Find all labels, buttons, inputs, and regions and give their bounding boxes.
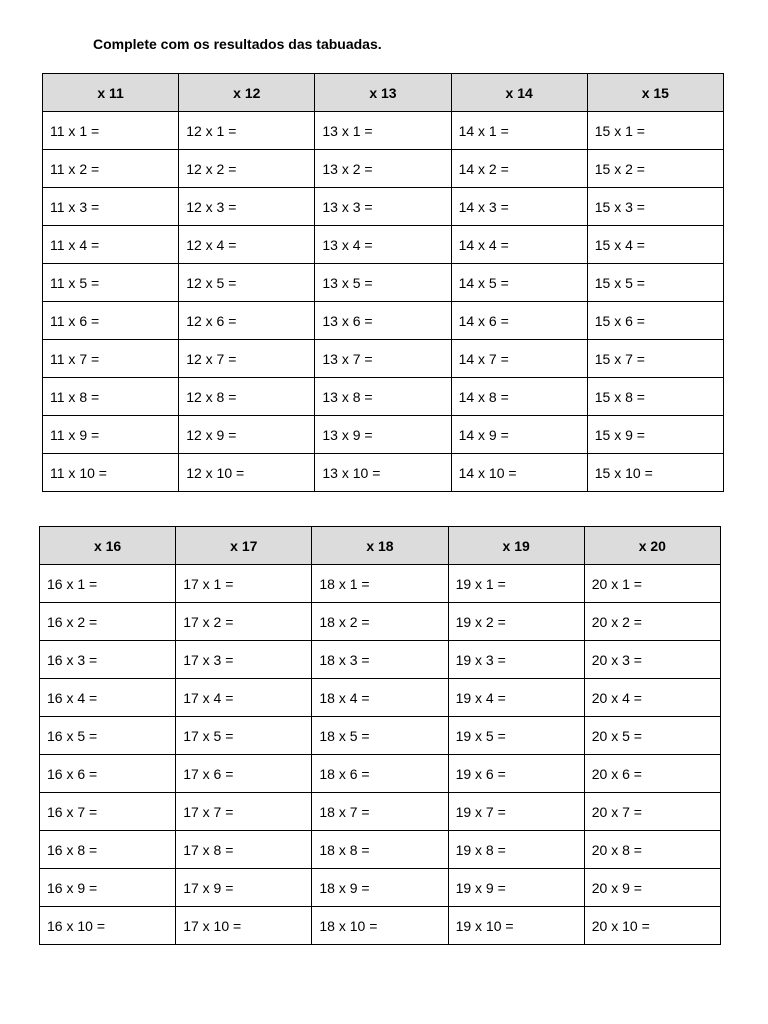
multiplication-cell[interactable]: 11 x 5 = bbox=[43, 264, 179, 302]
table-row bbox=[40, 755, 721, 793]
multiplication-cell[interactable]: 16 x 7 = bbox=[40, 793, 176, 831]
table-row bbox=[40, 603, 721, 641]
multiplication-cell[interactable]: 17 x 2 = bbox=[176, 603, 312, 641]
column-header: x 19 bbox=[448, 527, 584, 565]
multiplication-cell[interactable]: 20 x 9 = bbox=[584, 869, 720, 907]
multiplication-cell[interactable]: 19 x 2 = bbox=[448, 603, 584, 641]
multiplication-cell[interactable]: 12 x 7 = bbox=[179, 340, 315, 378]
multiplication-cell[interactable]: 16 x 1 = bbox=[40, 565, 176, 603]
multiplication-cell[interactable]: 13 x 6 = bbox=[315, 302, 451, 340]
times-table-16-20 bbox=[39, 526, 721, 945]
multiplication-cell[interactable]: 18 x 2 = bbox=[312, 603, 448, 641]
table-row bbox=[40, 831, 721, 869]
multiplication-cell[interactable]: 15 x 5 = bbox=[587, 264, 723, 302]
column-header: x 12 bbox=[179, 74, 315, 112]
multiplication-cell[interactable]: 11 x 8 = bbox=[43, 378, 179, 416]
multiplication-cell[interactable]: 11 x 10 = bbox=[43, 454, 179, 492]
table-row bbox=[43, 416, 724, 454]
table-row bbox=[43, 264, 724, 302]
table-row bbox=[43, 226, 724, 264]
multiplication-cell[interactable]: 16 x 10 = bbox=[40, 907, 176, 945]
multiplication-cell[interactable]: 14 x 1 = bbox=[451, 112, 587, 150]
column-header: x 13 bbox=[315, 74, 451, 112]
multiplication-cell[interactable]: 11 x 6 = bbox=[43, 302, 179, 340]
multiplication-cell[interactable]: 11 x 4 = bbox=[43, 226, 179, 264]
column-header: x 14 bbox=[451, 74, 587, 112]
multiplication-cell[interactable]: 14 x 2 = bbox=[451, 150, 587, 188]
table-row bbox=[40, 641, 721, 679]
multiplication-cell[interactable]: 18 x 5 = bbox=[312, 717, 448, 755]
multiplication-cell[interactable]: 16 x 5 = bbox=[40, 717, 176, 755]
multiplication-cell[interactable]: 18 x 8 = bbox=[312, 831, 448, 869]
multiplication-cell[interactable]: 19 x 4 = bbox=[448, 679, 584, 717]
multiplication-cell[interactable]: 19 x 7 = bbox=[448, 793, 584, 831]
table-row bbox=[43, 454, 724, 492]
multiplication-cell[interactable]: 16 x 6 = bbox=[40, 755, 176, 793]
multiplication-cell[interactable]: 13 x 2 = bbox=[315, 150, 451, 188]
multiplication-cell[interactable]: 14 x 9 = bbox=[451, 416, 587, 454]
multiplication-cell[interactable]: 17 x 5 = bbox=[176, 717, 312, 755]
multiplication-cell[interactable]: 13 x 3 = bbox=[315, 188, 451, 226]
multiplication-cell[interactable]: 15 x 7 = bbox=[587, 340, 723, 378]
multiplication-cell[interactable]: 18 x 7 = bbox=[312, 793, 448, 831]
multiplication-cell[interactable]: 18 x 3 = bbox=[312, 641, 448, 679]
table-row bbox=[40, 869, 721, 907]
multiplication-cell[interactable]: 17 x 4 = bbox=[176, 679, 312, 717]
multiplication-cell[interactable]: 17 x 3 = bbox=[176, 641, 312, 679]
multiplication-cell[interactable]: 12 x 1 = bbox=[179, 112, 315, 150]
multiplication-cell[interactable]: 12 x 9 = bbox=[179, 416, 315, 454]
multiplication-cell[interactable]: 19 x 5 = bbox=[448, 717, 584, 755]
table-row bbox=[43, 112, 724, 150]
multiplication-cell[interactable]: 15 x 4 = bbox=[587, 226, 723, 264]
multiplication-cell[interactable]: 19 x 1 = bbox=[448, 565, 584, 603]
multiplication-cell[interactable]: 17 x 10 = bbox=[176, 907, 312, 945]
column-header: x 15 bbox=[587, 74, 723, 112]
multiplication-cell[interactable]: 18 x 4 = bbox=[312, 679, 448, 717]
multiplication-cell[interactable]: 15 x 2 = bbox=[587, 150, 723, 188]
multiplication-cell[interactable]: 15 x 10 = bbox=[587, 454, 723, 492]
table-row bbox=[40, 565, 721, 603]
multiplication-cell[interactable]: 15 x 8 = bbox=[587, 378, 723, 416]
column-header: x 20 bbox=[584, 527, 720, 565]
multiplication-cell[interactable]: 17 x 9 = bbox=[176, 869, 312, 907]
multiplication-cell[interactable]: 18 x 10 = bbox=[312, 907, 448, 945]
multiplication-cell[interactable]: 19 x 10 = bbox=[448, 907, 584, 945]
multiplication-cell[interactable]: 11 x 3 = bbox=[43, 188, 179, 226]
multiplication-cell[interactable]: 12 x 2 = bbox=[179, 150, 315, 188]
multiplication-cell[interactable]: 14 x 10 = bbox=[451, 454, 587, 492]
multiplication-cell[interactable]: 13 x 8 = bbox=[315, 378, 451, 416]
multiplication-cell[interactable]: 14 x 8 = bbox=[451, 378, 587, 416]
multiplication-cell[interactable]: 20 x 10 = bbox=[584, 907, 720, 945]
multiplication-cell[interactable]: 19 x 3 = bbox=[448, 641, 584, 679]
table-row bbox=[40, 907, 721, 945]
multiplication-cell[interactable]: 12 x 3 = bbox=[179, 188, 315, 226]
multiplication-cell[interactable]: 15 x 1 = bbox=[587, 112, 723, 150]
multiplication-cell[interactable]: 16 x 9 = bbox=[40, 869, 176, 907]
table-body bbox=[43, 112, 724, 492]
multiplication-cell[interactable]: 13 x 7 = bbox=[315, 340, 451, 378]
multiplication-cell[interactable]: 17 x 8 = bbox=[176, 831, 312, 869]
multiplication-cell[interactable]: 15 x 6 = bbox=[587, 302, 723, 340]
multiplication-cell[interactable]: 20 x 6 = bbox=[584, 755, 720, 793]
multiplication-cell[interactable]: 12 x 5 = bbox=[179, 264, 315, 302]
multiplication-cell[interactable]: 16 x 8 = bbox=[40, 831, 176, 869]
multiplication-cell[interactable]: 20 x 7 = bbox=[584, 793, 720, 831]
table-row bbox=[43, 340, 724, 378]
multiplication-cell[interactable]: 18 x 6 = bbox=[312, 755, 448, 793]
page-title: Complete com os resultados das tabuadas. bbox=[93, 36, 382, 52]
table-row bbox=[40, 717, 721, 755]
multiplication-cell[interactable]: 13 x 5 = bbox=[315, 264, 451, 302]
table-row bbox=[43, 188, 724, 226]
table-header bbox=[43, 74, 724, 112]
multiplication-cell[interactable]: 13 x 1 = bbox=[315, 112, 451, 150]
table-row bbox=[40, 793, 721, 831]
multiplication-cell[interactable]: 16 x 4 = bbox=[40, 679, 176, 717]
multiplication-cell[interactable]: 20 x 5 = bbox=[584, 717, 720, 755]
multiplication-cell[interactable]: 11 x 1 = bbox=[43, 112, 179, 150]
multiplication-cell[interactable]: 16 x 2 = bbox=[40, 603, 176, 641]
multiplication-cell[interactable]: 16 x 3 = bbox=[40, 641, 176, 679]
multiplication-cell[interactable]: 20 x 1 = bbox=[584, 565, 720, 603]
table-row bbox=[43, 378, 724, 416]
multiplication-cell[interactable]: 12 x 4 = bbox=[179, 226, 315, 264]
multiplication-cell[interactable]: 11 x 2 = bbox=[43, 150, 179, 188]
multiplication-cell[interactable]: 20 x 4 = bbox=[584, 679, 720, 717]
multiplication-cell[interactable]: 20 x 3 = bbox=[584, 641, 720, 679]
multiplication-cell[interactable]: 15 x 3 = bbox=[587, 188, 723, 226]
table-body bbox=[40, 565, 721, 945]
multiplication-cell[interactable]: 18 x 1 = bbox=[312, 565, 448, 603]
column-header: x 17 bbox=[176, 527, 312, 565]
multiplication-cell[interactable]: 13 x 4 = bbox=[315, 226, 451, 264]
table-row bbox=[43, 150, 724, 188]
multiplication-cell[interactable]: 11 x 9 = bbox=[43, 416, 179, 454]
table-row bbox=[43, 302, 724, 340]
column-header: x 16 bbox=[40, 527, 176, 565]
multiplication-cell[interactable]: 14 x 6 = bbox=[451, 302, 587, 340]
multiplication-cell[interactable]: 18 x 9 = bbox=[312, 869, 448, 907]
multiplication-cell[interactable]: 11 x 7 = bbox=[43, 340, 179, 378]
multiplication-cell[interactable]: 19 x 8 = bbox=[448, 831, 584, 869]
multiplication-cell[interactable]: 12 x 10 = bbox=[179, 454, 315, 492]
multiplication-cell[interactable]: 17 x 7 = bbox=[176, 793, 312, 831]
multiplication-cell[interactable]: 20 x 8 = bbox=[584, 831, 720, 869]
column-header: x 18 bbox=[312, 527, 448, 565]
table-row bbox=[40, 679, 721, 717]
table-header bbox=[40, 527, 721, 565]
multiplication-cell[interactable]: 12 x 6 = bbox=[179, 302, 315, 340]
multiplication-cell[interactable]: 17 x 1 = bbox=[176, 565, 312, 603]
header-row bbox=[43, 74, 724, 112]
times-table-11-15 bbox=[42, 73, 724, 492]
multiplication-cell[interactable]: 14 x 5 = bbox=[451, 264, 587, 302]
multiplication-cell[interactable]: 17 x 6 = bbox=[176, 755, 312, 793]
multiplication-cell[interactable]: 19 x 6 = bbox=[448, 755, 584, 793]
multiplication-cell[interactable]: 15 x 9 = bbox=[587, 416, 723, 454]
multiplication-cell[interactable]: 12 x 8 = bbox=[179, 378, 315, 416]
header-row bbox=[40, 527, 721, 565]
multiplication-cell[interactable]: 14 x 3 = bbox=[451, 188, 587, 226]
multiplication-cell[interactable]: 13 x 10 = bbox=[315, 454, 451, 492]
multiplication-cell[interactable]: 14 x 4 = bbox=[451, 226, 587, 264]
multiplication-cell[interactable]: 20 x 2 = bbox=[584, 603, 720, 641]
multiplication-cell[interactable]: 19 x 9 = bbox=[448, 869, 584, 907]
multiplication-cell[interactable]: 13 x 9 = bbox=[315, 416, 451, 454]
multiplication-cell[interactable]: 14 x 7 = bbox=[451, 340, 587, 378]
column-header: x 11 bbox=[43, 74, 179, 112]
